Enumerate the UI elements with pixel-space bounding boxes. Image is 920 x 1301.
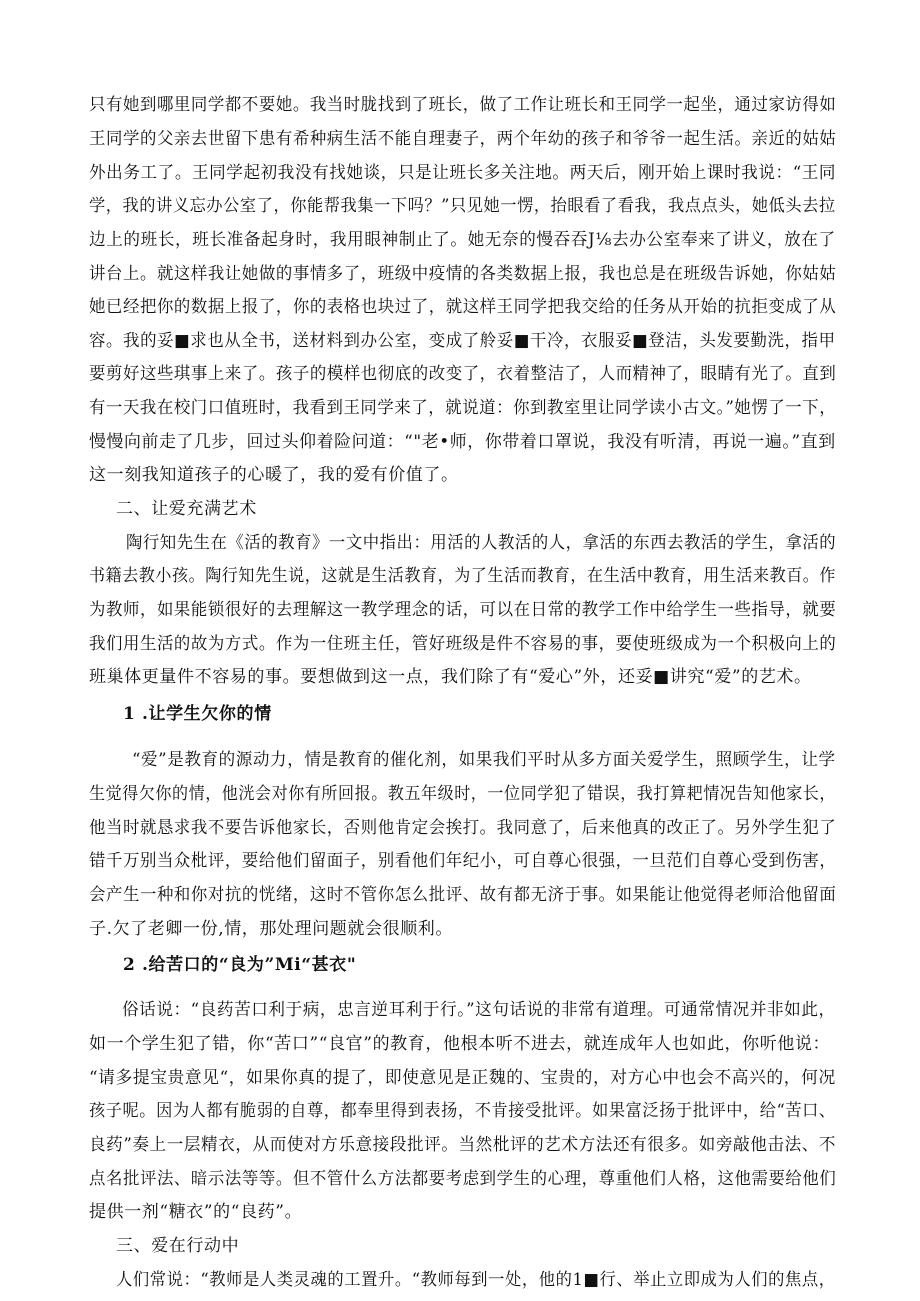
subsection-heading: 2 .给苦口的“良为”Mi“甚衣" (123, 955, 357, 975)
body-paragraph-line: “请多提宝贵意见“，如果你真的提了，即使意见是正魏的、宝贵的，对方心中也会不高兴的，何况 (89, 1068, 836, 1088)
body-paragraph-line: 要剪好这些琪事上来了。孩子的模样也彻底的改变了，衣着整洁了，人而精神了，眼睛有光了。直到 (89, 364, 837, 384)
body-paragraph-line: 他当时就恳求我不要告诉他家长，否则他肯定会挨打。我同意了，后来他真的改正了。另外学生犯了 (89, 818, 837, 838)
body-paragraph-line: 俗话说：“良药苦口利于病，忠言逆耳利于行。”这句话说的非常有道理。可通常情况并非如此， (122, 1000, 836, 1020)
body-paragraph-line: 陶行知先生在《活的教育》一文中指出：用活的人教活的人，拿活的东西去教活的学生，拿活的 (126, 533, 837, 553)
body-paragraph-line: 良药”奏上一层精衣，从而使对方乐意接段批评。当然枇评的艺术方法还有很多。如旁敲他击法、不 (89, 1135, 837, 1155)
body-paragraph-line: 我们用生活的故为方式。作为一住班主任，管好班级是件不容易的事，要使班级成为一个积极向上的 (89, 634, 837, 654)
body-paragraph-line: 讲台上。就这样我让她做的事情多了，班级中疫情的各类数据上报，我也总是在班级告诉她，你姑姑 (89, 264, 837, 284)
body-paragraph-line: 外出务工了。王同学起初我没有找她谈，只是让班长多关注地。两天后，刚开始上课时我说：“王同 (89, 163, 837, 183)
body-paragraph-line: 书籍去教小孩。陶行知先生说，这就是生活教育，为了生活而教育，在生活中教育，用生活来教百。作 (89, 566, 836, 586)
body-paragraph-line: 孩子呢。因为人都有脆弱的自尊，都奉里得到表扬，不肯接受批评。如果富泛扬于批评中，给“苦口、 (89, 1101, 836, 1121)
body-paragraph-line: 她已经把你的数据上报了，你的表格也块过了，就这样王同学把我交给的任务从开始的抗拒变成了从 (89, 297, 837, 317)
body-paragraph-line: 这一刻我知道孩子的心暖了，我的爱有价值了。 (89, 465, 459, 485)
section-heading: 二、让爱充满艺术 (116, 499, 257, 519)
body-paragraph-line: 错千万别当众枇评，要给他们留面子，别看他们年纪小，可自尊心很强，一旦范们自尊心受到伤害， (89, 851, 837, 871)
body-paragraph-line: 如一个学生犯了错，你“苦口”“良官”的教育，他根本听不进去，就连成年人也如此，你听他说： (89, 1034, 831, 1054)
body-paragraph-line: 王同学的父亲去世留下患有希种病生活不能自理妻子，两个年幼的孩子和爷爷一起生活。亲近的姑姑 (89, 129, 837, 149)
body-paragraph-line: 生觉得欠你的情，他洸会对你有所回报。教五年级时，一位同学犯了错误，我打算耙情况告知他家长， (89, 784, 836, 804)
body-paragraph-line: 容。我的妥■求也从全书，送材料到办公室，变成了舲妥■干冷，衣服妥■登洁，头发要勤洗，指甲 (89, 331, 836, 351)
body-paragraph-line: 有一天我在校门口值班时，我看到王同学来了，就说道：你到教室里让同学读小古文。”她愣了一下， (89, 398, 837, 418)
body-paragraph-line: “爱”是教育的源动力，情是教育的催化剂，如果我们平时从多方面关爱学生，照顾学生，让学 (132, 750, 836, 770)
body-paragraph-line: 人们常说：“教师是人类灵魂的工置升。“教师每到一处，他的1■行、举止立即成为人们的焦点， (116, 1270, 836, 1290)
body-paragraph-line: 边上的班长，班长准备起身时，我用眼神制止了。她无奈的慢吞吞J⅛去办公室奉来了讲义，放在了 (89, 230, 836, 250)
body-paragraph-line: 慢慢向前走了几步，回过头仰着险问道：“"老•师，你带着口罩说，我没有听清，再说一遍。”直到 (89, 432, 836, 452)
subsection-heading: 1 .让学生欠你的情 (123, 704, 272, 724)
body-paragraph-line: 只有她到哪里同学都不要她。我当时胧找到了班长，做了工作让班长和王同学一起坐，通过家访得如 (89, 95, 837, 115)
section-heading: 三、爱在行动中 (116, 1236, 240, 1256)
body-paragraph-line: 会产生一种和你对抗的恍绪，这时不管你怎么批评、故有都无济于事。如果能让他觉得老师洽他留面 (89, 885, 837, 905)
body-paragraph-line: 班巢体更量件不容易的事。要想做到这一点，我们除了有“爱心”外，还妥■讲究“爱”的艺术。 (89, 667, 812, 687)
body-paragraph-line: 为教师，如果能锁很好的去理解这一教学理念的话，可以在日常的教学工作中给学生一些指导，就要 (89, 600, 837, 620)
body-paragraph-line: 学，我的讲义忘办公室了，你能帮我集一下吗？”只见她一愣，抬眼看了看我，我点点头，她低头去拉 (89, 196, 836, 216)
body-paragraph-line: 提供一剂“糖衣”的“良药”。 (89, 1202, 303, 1222)
body-paragraph-line: 点名批评法、暗示法等等。但不管什么方法都要考虑到学生的心理，尊重他们人格，这他需要给他们 (89, 1169, 837, 1189)
body-paragraph-line: 子.欠了老卿一份,情，那处理问题就会很顺利。 (89, 919, 454, 939)
